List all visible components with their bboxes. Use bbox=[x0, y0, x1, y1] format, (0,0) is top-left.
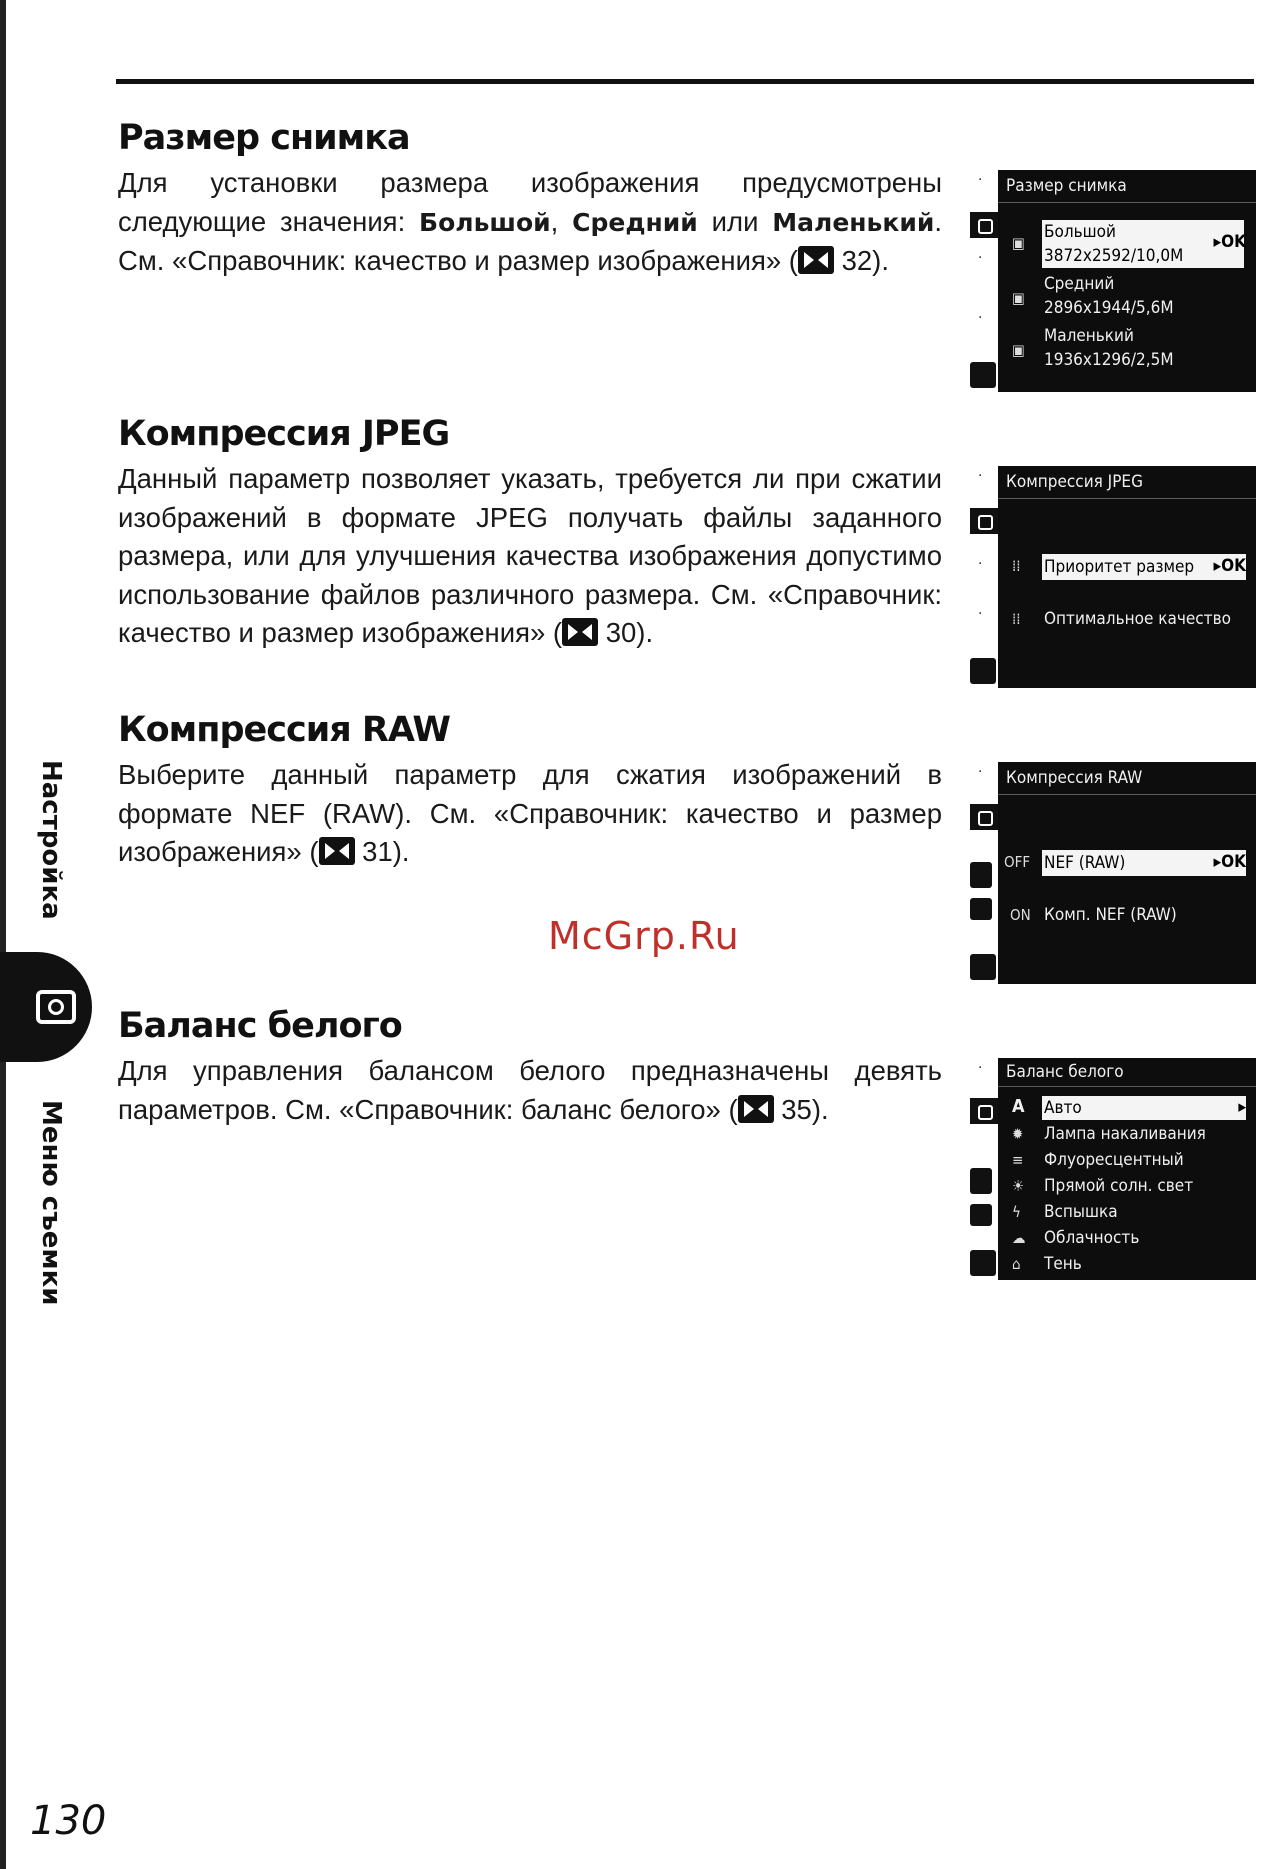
section-text bbox=[118, 1052, 942, 1129]
retouch-icon bbox=[970, 862, 992, 888]
reference-icon bbox=[562, 618, 598, 646]
item-name: Маленький bbox=[1044, 326, 1134, 346]
on-tag: ON bbox=[1010, 906, 1031, 924]
screen-title: Размер снимка bbox=[998, 170, 1256, 203]
screen-image-size bbox=[998, 170, 1256, 392]
shade-icon: ⌂ bbox=[1012, 1255, 1021, 1273]
size-medium-icon: ▣ bbox=[1012, 289, 1025, 307]
menu-tab-icon bbox=[970, 954, 996, 980]
menu-item-cloudy[interactable] bbox=[998, 1226, 1256, 1251]
ok-indicator: ▸OK bbox=[1213, 556, 1246, 576]
sun-icon: ☀ bbox=[1012, 1177, 1025, 1195]
off-tag: OFF bbox=[1004, 853, 1031, 871]
section-image-size bbox=[118, 118, 942, 281]
reference-page: 30). bbox=[598, 617, 654, 648]
item-name: Вспышка bbox=[1044, 1202, 1118, 1222]
screen-title: Компрессия RAW bbox=[998, 762, 1256, 795]
screen-jpeg-compression bbox=[998, 466, 1256, 688]
screen-title: Баланс белого bbox=[998, 1058, 1256, 1087]
size-small-icon: ▣ bbox=[1012, 341, 1025, 359]
item-name: Лампа накаливания bbox=[1044, 1124, 1206, 1144]
option-large: Большой bbox=[419, 207, 551, 237]
menu-tab-icon bbox=[970, 1250, 996, 1276]
item-name: Тень bbox=[1044, 1254, 1082, 1274]
arrow-right-icon: ▸ bbox=[1213, 556, 1222, 576]
reference-page: 32). bbox=[833, 245, 889, 276]
item-name: Облачность bbox=[1044, 1228, 1140, 1248]
item-name: Флуоресцентный bbox=[1044, 1150, 1184, 1170]
item-name: Средний bbox=[1044, 274, 1115, 294]
optimal-quality-icon: ⁞⁞ bbox=[1012, 610, 1021, 628]
item-detail: 2896x1944/5,6M bbox=[1044, 298, 1174, 318]
section-title: Размер снимка bbox=[118, 118, 410, 158]
menu-sidebar: · · · bbox=[966, 466, 998, 688]
reference-icon bbox=[319, 837, 355, 865]
section-title: Баланс белого bbox=[118, 1006, 402, 1046]
menu-sidebar: · · · bbox=[966, 170, 998, 392]
cloud-icon: ☁ bbox=[1012, 1229, 1026, 1247]
arrow-right-icon: ▸ bbox=[1213, 852, 1222, 872]
option-small: Маленький bbox=[772, 207, 935, 237]
item-detail: 1936x1296/2,5M bbox=[1044, 350, 1174, 370]
page-number: 130 bbox=[30, 1798, 107, 1844]
auto-icon: A bbox=[1012, 1096, 1025, 1117]
section-text bbox=[118, 460, 942, 653]
menu-item-medium[interactable] bbox=[998, 272, 1256, 322]
screen-raw-compression bbox=[998, 762, 1256, 984]
ok-indicator: ▸OK bbox=[1213, 232, 1246, 252]
menu-sidebar: · bbox=[966, 1058, 998, 1280]
menu-item-flash[interactable] bbox=[998, 1200, 1256, 1225]
watermark: McGrp.Ru bbox=[548, 914, 740, 958]
arrow-right-icon: ▸ bbox=[1238, 1097, 1246, 1117]
menu-item-auto[interactable] bbox=[998, 1096, 1256, 1120]
menu-item-compressed-nef[interactable] bbox=[998, 902, 1256, 928]
reference-icon bbox=[738, 1095, 774, 1123]
section-title: Компрессия RAW bbox=[118, 710, 450, 750]
screen-white-balance bbox=[998, 1058, 1256, 1280]
side-tab-camera-icon bbox=[0, 952, 92, 1062]
menu-item-optimal-quality[interactable] bbox=[998, 606, 1256, 632]
section-text bbox=[118, 164, 942, 281]
menu-sidebar: · bbox=[966, 762, 998, 984]
item-name: Большой bbox=[1044, 222, 1116, 242]
item-name: NEF (RAW) bbox=[1044, 853, 1126, 873]
menu-item-incandescent[interactable] bbox=[998, 1122, 1256, 1147]
section-title: Компрессия JPEG bbox=[118, 414, 450, 454]
separator: или bbox=[697, 205, 773, 237]
separator: , bbox=[550, 205, 573, 237]
section-white-balance bbox=[118, 1006, 942, 1129]
retouch-icon bbox=[970, 1204, 992, 1226]
item-detail: 3872x2592/10,0M bbox=[1044, 246, 1184, 266]
text: Для установки размера изображения предусмотрены следующие значения: bbox=[118, 167, 942, 237]
page-edge bbox=[0, 0, 6, 1869]
section-raw-compression bbox=[118, 710, 942, 872]
size-large-icon: ▣ bbox=[1012, 234, 1025, 252]
menu-item-large[interactable] bbox=[998, 220, 1256, 270]
reference-page: 35). bbox=[773, 1093, 829, 1125]
text: Выберите данный параметр для сжатия изображений в формате NEF (RAW). См. «Справочник: качество и размер изображения» ( bbox=[118, 759, 942, 867]
camera-icon bbox=[970, 1098, 998, 1124]
item-name: Авто bbox=[1044, 1098, 1082, 1118]
screen-title: Компрессия JPEG bbox=[998, 466, 1256, 499]
item-name: Прямой солн. свет bbox=[1044, 1176, 1194, 1196]
menu-item-fluorescent[interactable] bbox=[998, 1148, 1256, 1173]
text: . См. «Справочник: качество и размер изображения» ( bbox=[118, 205, 943, 276]
side-tab-shooting-menu: Меню съемки bbox=[36, 1100, 66, 1306]
menu-item-size-priority[interactable] bbox=[998, 554, 1256, 580]
text: Данный параметр позволяет указать, требуется ли при сжатии изображений в формате JPEG получать файлы заданного размера, или для улучшения качества изображения допустимо использование файлов различного размера. См. «Справочник: качество и размер изображения» ( bbox=[118, 463, 942, 648]
menu-item-nef-raw[interactable] bbox=[998, 850, 1256, 876]
setup-icon bbox=[970, 898, 992, 920]
incandescent-icon: ✹ bbox=[1012, 1125, 1024, 1143]
size-priority-icon: ⁞⁞ bbox=[1012, 557, 1021, 575]
menu-tab-icon bbox=[970, 658, 996, 684]
section-text bbox=[118, 756, 942, 872]
item-name: Приоритет размер bbox=[1044, 557, 1195, 577]
section-jpeg-compression bbox=[118, 414, 942, 653]
ok-indicator: ▸OK bbox=[1213, 852, 1246, 872]
arrow-right-icon: ▸ bbox=[1213, 232, 1222, 252]
option-medium: Средний bbox=[572, 207, 698, 237]
text: Для управления балансом белого предназначены девять параметров. См. «Справочник: баланс белого» ( bbox=[118, 1055, 942, 1125]
reference-icon bbox=[798, 246, 834, 274]
reference-page: 31). bbox=[354, 836, 410, 867]
top-rule bbox=[116, 79, 1254, 84]
menu-item-shade[interactable] bbox=[998, 1252, 1256, 1277]
item-name: Оптимальное качество bbox=[1044, 609, 1231, 629]
side-tab-setup: Настройка bbox=[36, 760, 66, 920]
fluorescent-icon: ≡ bbox=[1012, 1151, 1024, 1169]
menu-tab-icon bbox=[970, 362, 996, 388]
camera-icon bbox=[970, 212, 998, 238]
menu-item-direct-sunlight[interactable] bbox=[998, 1174, 1256, 1199]
camera-icon bbox=[970, 804, 998, 830]
camera-icon bbox=[970, 508, 998, 534]
setup-icon bbox=[970, 1168, 992, 1194]
menu-item-small[interactable] bbox=[998, 324, 1256, 374]
flash-icon: ϟ bbox=[1012, 1203, 1021, 1221]
item-name: Комп. NEF (RAW) bbox=[1044, 905, 1177, 925]
